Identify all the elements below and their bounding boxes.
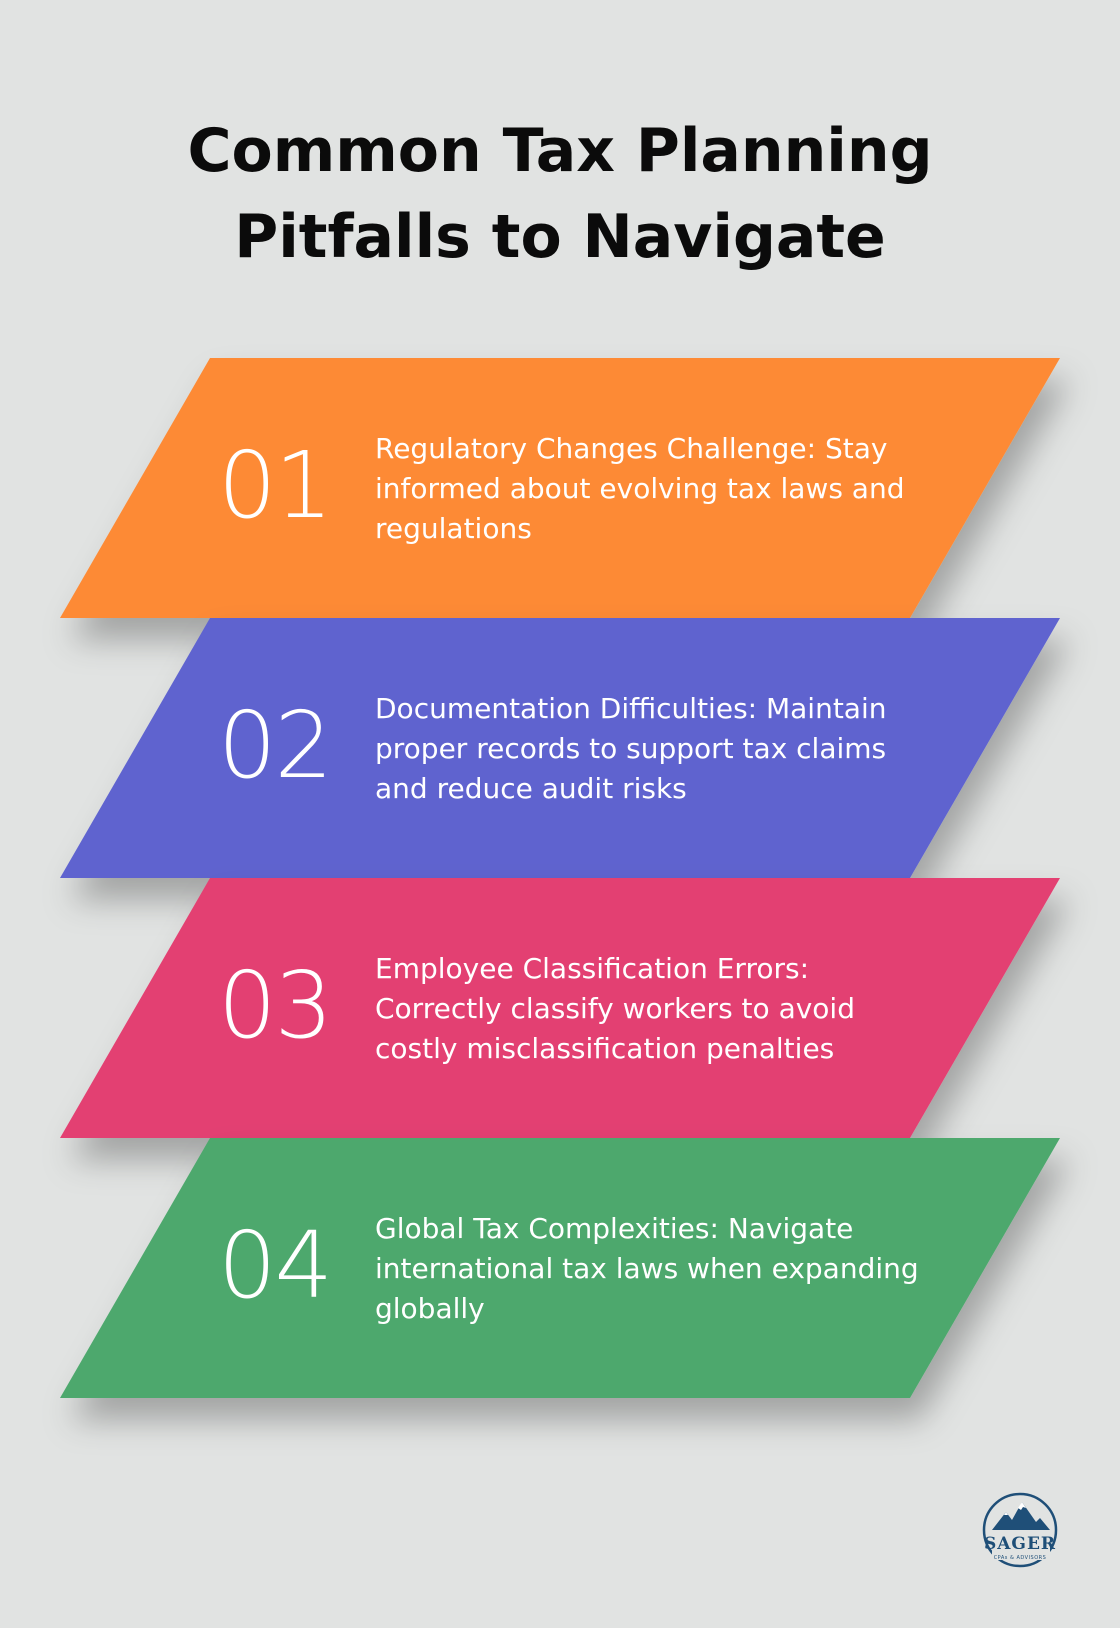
step-number-2: 02 [218,692,332,799]
logo-tagline: CPAs & ADVISORS [993,1555,1047,1561]
sager-logo [978,1490,1062,1570]
logo-name: SAGER [983,1534,1057,1554]
step-number-1: 01 [218,432,332,539]
step-text-4: Global Tax Complexities: Navigate international tax laws when expanding globally [375,1212,919,1325]
page-title: Common Tax Planning Pitfalls to Navigate [187,116,933,272]
step-text-1: Regulatory Changes Challenge: Stay informed about evolving tax laws and regulations [375,432,905,545]
step-number-3: 03 [218,952,332,1059]
step-text-3: Employee Classification Errors: Correctly classify workers to avoid costly misclassification penalties [375,952,855,1065]
step-text-2: Documentation Difficulties: Maintain proper records to support tax claims and reduce audit risks [375,692,887,805]
step-number-4: 04 [218,1212,332,1319]
